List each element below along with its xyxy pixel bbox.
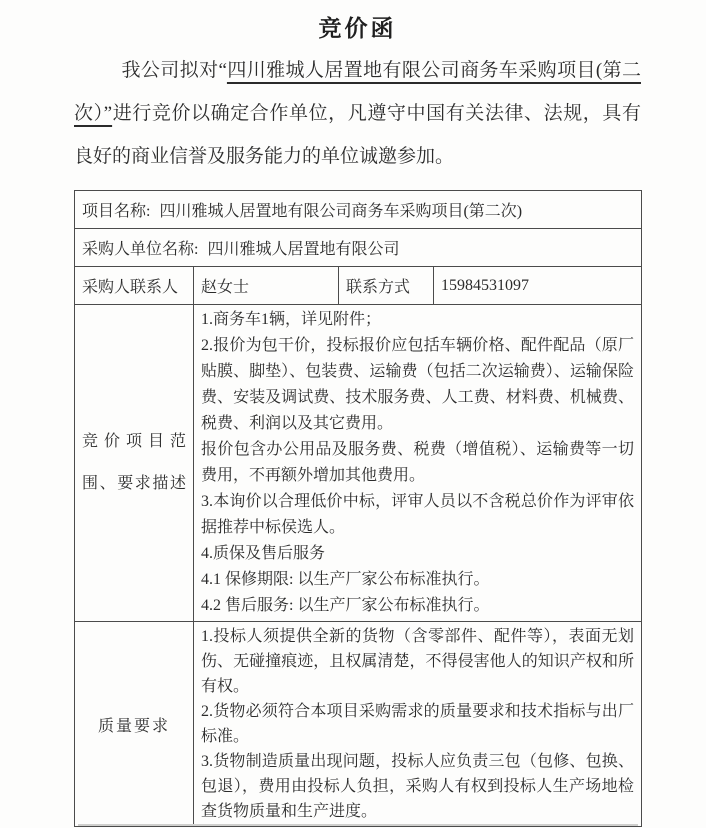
- bid-info-table: [74, 190, 642, 827]
- intro-project-name-underlined: 四川雅城人居置地有限公司商务车采购项目(第二次）”: [74, 60, 641, 124]
- page-title: 竞价函: [318, 16, 397, 41]
- scope-line: 4.质保及售后服务: [201, 545, 326, 562]
- intro-paragraph: [74, 49, 641, 178]
- quality-line: 2.货物必须符合本项目采购需求的质量要求和技术指标与出厂标准。: [201, 703, 634, 745]
- project-name-row: [75, 191, 642, 229]
- scope-line: 3.本询价以合理低价中标，评审人员以不含税总价作为评审依据推荐中标侯选人。: [201, 493, 634, 536]
- quality-label: 质量要求: [97, 717, 170, 735]
- purchaser-row: [75, 229, 642, 267]
- quality-line: 3.货物制造质量出现问题，投标人应负责三包（包修、包换、包退），费用由投标人负担，采购人有权到投标人生产场地检查货物质量和生产进度。: [201, 753, 634, 820]
- project-name-cell: [75, 191, 642, 229]
- scope-line: 1.商务车1辆，详见附件；: [201, 311, 382, 328]
- scan-artifact-line: [78, 824, 638, 826]
- contact-phone-label: 联系方式: [339, 267, 434, 305]
- scope-row: [75, 305, 642, 622]
- contact-phone-value: 15984531097: [434, 267, 642, 305]
- quality-row: [75, 622, 642, 827]
- contact-row: [75, 267, 642, 305]
- purchaser-label: 采购人单位名称:: [82, 241, 199, 258]
- scope-label: 竞价项目范围、要求描述: [82, 433, 186, 492]
- quality-label-cell: [75, 622, 194, 827]
- contact-person-value: 赵女士: [194, 267, 339, 305]
- scope-label-cell: [75, 305, 194, 622]
- project-name-value: 四川雅城人居置地有限公司商务车采购项目(第二次): [159, 203, 523, 220]
- scope-content-cell: [194, 305, 642, 622]
- purchaser-value: 四川雅城人居置地有限公司: [207, 241, 400, 258]
- scope-line: 4.1 保修期限: 以生产厂家公布标准执行。: [201, 571, 490, 588]
- contact-person-label: 采购人联系人: [75, 267, 194, 305]
- purchaser-cell: [75, 229, 642, 267]
- intro-suffix: 进行竞价以确定合作单位，凡遵守中国有关法律、法规，具有良好的商业信誉及服务能力的单位诚邀参加。: [74, 103, 641, 167]
- project-name-label: 项目名称:: [82, 203, 151, 220]
- scope-line: 4.2 售后服务: 以生产厂家公布标准执行。: [201, 597, 490, 614]
- quality-line: 1.投标人须提供全新的货物（含零部件、配件等），表面无划伤、无碰撞痕迹，且权属清楚，不得侵害他人的知识产权和所有权。: [201, 628, 634, 695]
- scope-line: 2.报价为包干价，投标报价应包括车辆价格、配件配品（原厂贴膜、脚垫）、包装费、运输费（包括二次运输费）、运输保险费、安装及调试费、技术服务费、人工费、材料费、机械费、税费、利润以及其它费用。: [201, 337, 634, 432]
- quality-content-cell: [194, 622, 642, 827]
- scope-line: 报价包含办公用品及服务费、税费（增值税）、运输费等一切费用，不再额外增加其他费用。: [201, 441, 634, 484]
- intro-prefix: 我公司拟对“: [121, 60, 227, 81]
